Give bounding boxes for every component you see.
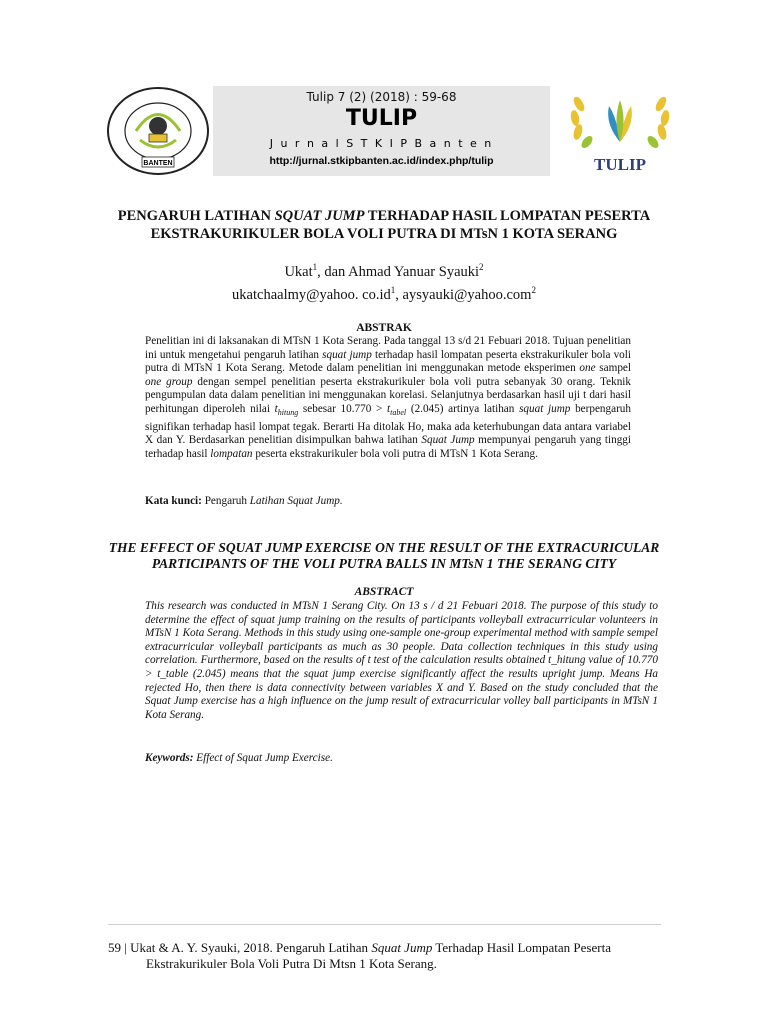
journal-volume: Tulip 7 (2) (2018) : 59-68 <box>306 90 457 104</box>
paper-authors <box>90 258 678 304</box>
page-footer: 59 | Ukat & A. Y. Syauki, 2018. Pengaruh Latihan Squat Jump Terhadap Hasil Lompatan Peserta Ekstrakurikuler Bola Voli Putra Di Mtsn 1 Kota Serang. <box>108 940 611 971</box>
keywords: Keywords: Effect of Squat Jump Exercise. <box>145 752 333 764</box>
kata-kunci: Kata kunci: Pengaruh Latihan Squat Jump. <box>145 495 343 507</box>
journal-url[interactable]: http://jurnal.stkipbanten.ac.id/index.php/tulip <box>269 155 494 167</box>
abstrak-heading: ABSTRAK <box>356 322 412 334</box>
author-emails: ukatchaalmy@yahoo. $co.id^1$, aysyauki@yahoo.com$^2$ <box>232 284 536 303</box>
journal-name: TULIP <box>345 106 418 131</box>
abstrak-body: Penelitian ini di laksanakan di MTsN 1 Kota Serang. Pada tanggal 13 s/d 21 Febuari 2018. Tujuan penelitian ini untuk mengetahui pengaruh latihan squat jump terhadap hasil lompatan peserta ekstrakurikuler bola voli putra di MTsN 1 Kota Serang. Metode dalam penelitian ini menggunakan metode eksperimen one sampel one group dengan sempel penelitian peserta ekstrakurikuler bola voli putra sebanyak 30 orang. Teknik pengumpulan data dalam penelitian ini menggunakan korelasi. Selanjutnya berdasarkan hasil uji t dari hasil perhitungan diperoleh nilai $t_{hitung}$ sebesar $10.770 > t_{tabel}$ (2.045) artinya latihan squat jump berpengaruh signifikan terhadap hasil lompat tegak. Berarti Ha ditolak Ho, maka ada keterhubungan data antara variabel X dan Y. Berdasarkan penelitian disimpulkan bahwa latihan Squat Jump mempunyai pengaruh yang tinggi terhadap hasil lompatan peserta ekstrakurikuler bola voli putra di MTsN 1 Kota Serang. <box>145 335 632 460</box>
logo-banten-label: BANTEN <box>143 160 173 167</box>
tulip-logo-label: TULIP <box>594 155 646 174</box>
page-number: 59 <box>108 940 121 955</box>
english-title: THE EFFECT OF SQUAT JUMP EXERCISE ON THE RESULT OF THE EXTRACURICULAR PARTICIPANTS OF THE VOLI PUTRA BALLS IN MTsN 1 THE SERANG CITY <box>108 540 660 571</box>
journal-subtitle: J u r n a l S T K I P B a n t e n <box>269 137 494 150</box>
abstract-heading: ABSTRACT <box>354 586 414 598</box>
footer-rule <box>108 924 661 925</box>
journal-header <box>213 86 550 176</box>
abstract-body: This research was conducted in MTsN 1 Serang City. On 13 s / d 21 Febuari 2018. The purpose of this study to determine the effect of squat jump training on the results of participants volleyball extracurricular volunteers in MTsN 1 Kota Serang. Methods in this study using one-sample one-group experimental method with sample sempel extracurricular volleyball participants as much as 30 people. Data collection techniques in this study using correlation. Furthermore, based on the results of t test of the calculation results obtained t_hitung value of 10.770 > t_table (2.045) means that the squat jump exercise significantly affect the results upright jump. Means Ha rejected Ho, then there is data connectivity between variables X and Y. Based on the study concluded that the Squat Jump exercise has a high influence on the jump result of extracurricular volley ball participants in MTsN 1 Kota Serang. <box>145 600 658 721</box>
paper-title: PENGARUH LATIHAN SQUAT JUMP TERHADAP HASIL LOMPATAN PESERTA EKSTRAKURIKULER BOLA VOLI PUTRA DI MTsN 1 KOTA SERANG <box>117 208 651 242</box>
tulip-logo <box>565 84 675 178</box>
author-names: Ukat$^1$, dan Ahmad Yanuar Syauki$^2$ <box>284 262 484 280</box>
stkip-banten-logo <box>106 86 210 176</box>
